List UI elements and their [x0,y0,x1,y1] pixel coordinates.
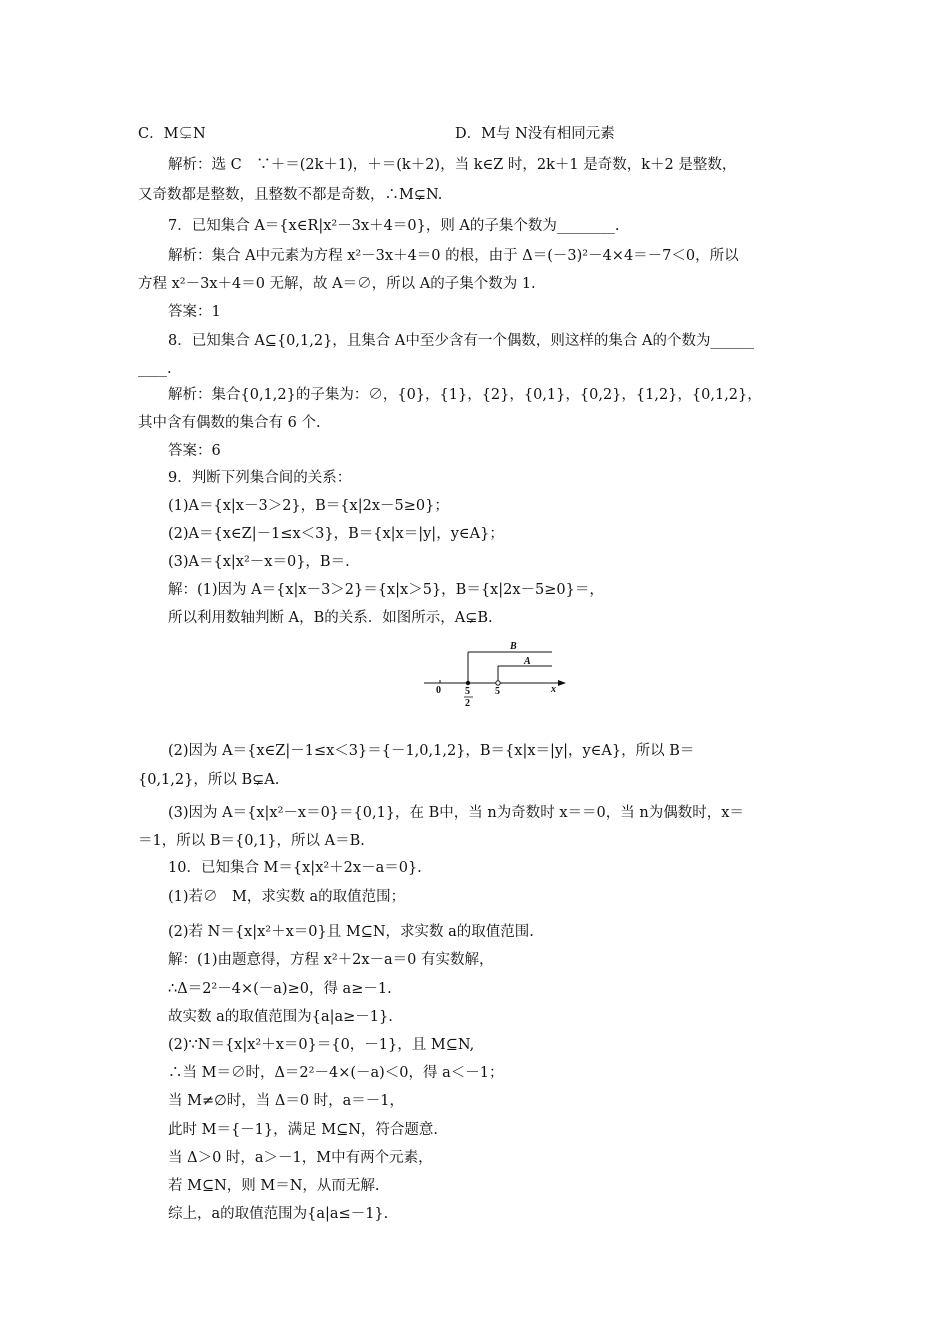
text-line: (2)A＝{x∈Z|－1≤x＜3}，B＝{x|x＝|y|，y∈A}； [168,526,504,542]
text-line: ∴Δ＝2²－4×(－a)≥0，得 a≥－1. [168,981,392,997]
tick-label-0: 0 [436,685,441,696]
text-line: 故实数 a的取值范围为{a|a≥－1}. [168,1009,393,1025]
text-line: 若 M⊆N，则 M＝N，从而无解. [168,1178,380,1194]
text-line: 解：(1)由题意得，方程 x²＋2x－a＝0 有实数解， [168,952,494,968]
answer-7: 答案：1 [168,304,221,320]
text-line: 所以利用数轴判断 A，B的关系．如图所示，A⊊B. [168,610,493,626]
text-line: (2)因为 A＝{x∈Z|－1≤x＜3}＝{－1,0,1,2}，B＝{x|x＝|y|，y∈A}，所以 B＝ [168,743,695,759]
text-line: 综上，a的取值范围为{a|a≤－1}. [168,1206,389,1222]
text-line: 解：(1)因为 A＝{x|x－3＞2}＝{x|x＞5}，B＝{x|2x－5≥0}＝， [168,582,604,598]
option-d: D．M与 N没有相同元素 [455,126,615,142]
text-line: 解析：集合 A中元素为方程 x²－3x＋4＝0 的根，由于 Δ＝(－3)²－4×4＝－7＜0，所以 [168,248,739,264]
label-b: B [510,641,517,652]
number-line-figure [420,636,570,710]
text-line: (2)若 N＝{x|x²＋x＝0}且 M⊆N，求实数 a的取值范围. [168,924,534,940]
axis-variable: x [551,684,556,695]
text-line: 其中含有偶数的集合有 6 个. [138,415,321,431]
question-9: 9．判断下列集合间的关系： [168,470,352,486]
text-line: ____. [138,361,172,377]
text-line: (1)若∅ M，求实数 a的取值范围； [168,889,406,905]
option-c: C．M⊊N [138,126,206,142]
text-line: ＝1，所以 B＝{0,1}，所以 A＝B. [138,833,365,849]
text-line: (3)A＝{x|x²－x＝0}，B＝. [168,554,350,570]
text-line: {0,1,2}，所以 B⊊A. [138,772,280,788]
text-line: (1)A＝{x|x－3＞2}，B＝{x|2x－5≥0}； [168,498,449,514]
text-line: 解析：集合{0,1,2}的子集为：∅，{0}，{1}，{2}，{0,1}，{0,2}，{1,2}，{0,1,2}， [168,387,762,403]
text-line: 此时 M＝{－1}，满足 M⊆N，符合题意. [168,1122,439,1138]
text-line: ∴当 M＝∅时，Δ＝2²－4×(－a)＜0，得 a＜－1； [168,1065,504,1081]
text-line: 方程 x²－3x＋4＝0 无解，故 A＝∅，所以 A的子集个数为 1. [138,276,536,292]
text-line: (3)因为 A＝{x|x²－x＝0}＝{0,1}，在 B中，当 n为奇数时 x＝＝0，当 n为偶数时，x＝ [168,805,744,821]
axis-arrow [558,680,566,686]
answer-8: 答案：6 [168,443,221,459]
text-line: 当 Δ＞0 时，a＞－1，M中有两个元素， [168,1150,433,1166]
text-line: 又奇数都是整数，且整数不都是奇数，∴M⊊N. [138,187,443,203]
open-point [496,681,500,685]
question-10: 10．已知集合 M＝{x|x²＋2x－a＝0}. [168,860,422,876]
question-7: 7．已知集合 A＝{x∈R|x²－3x＋4＝0}，则 A的子集个数为________. [168,218,620,234]
closed-point [466,681,470,685]
text-line: 解析：选 C ∵＋＝(2k＋1)，＋＝(k＋2)，当 k∈Z 时，2k＋1 是奇数，k＋2 是整数， [168,157,737,173]
text-line: (2)∵N＝{x|x²＋x＝0}＝{0，－1}，且 M⊆N, [168,1037,475,1053]
text-line: 当 M≠∅时，当 Δ＝0 时，a＝－1， [168,1093,405,1109]
tick-label-5: 5 [495,686,500,697]
label-a: A [524,656,531,667]
tick-label-fraction-den: 2 [465,698,470,709]
tick-label-fraction-num: 5 [465,686,470,697]
question-8: 8．已知集合 A⊆{0,1,2}，且集合 A中至少含有一个偶数，则这样的集合 A的个数为______ [168,333,754,349]
